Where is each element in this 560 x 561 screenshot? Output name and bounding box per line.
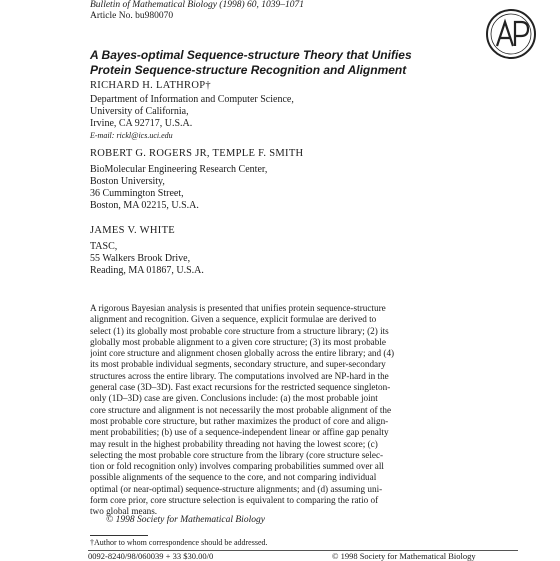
author-email: E-mail: rickl@ics.uci.edu [90,131,173,140]
abstract-line: two global means. [90,506,158,517]
author-affiliation [90,94,294,142]
affiliation-line: BioMolecular Engineering Research Center, [90,164,268,175]
copyright-notice: © 1998 Society for Mathematical Biology [106,515,265,525]
abstract-line: form core prior, core structure selection is equivalent to comparing the ratio of [90,495,379,506]
abstract-line: possible alignments of the sequence to the core, and not comparing individual [90,472,377,483]
issn-code: 0092-8240/98/060039 + 33 $30.00/0 [88,551,214,561]
abstract-line: most probable core structure, but rather maximizes the product of core and align- [90,415,389,426]
affiliation-line: 36 Cummington Street, [90,188,184,199]
author-name: JAMES V. WHITE [90,225,176,236]
affiliation-line: University of California, [90,106,189,117]
abstract-line: only (1D–3D) case are given. Conclusions include: (a) the most probable joint [90,393,378,404]
abstract-line: core structure and alignment is not necessarily the most probable alignment of the [90,404,392,415]
journal-citation: Bulletin of Mathematical Biology (1998) 60, 1039–1071 [90,0,304,10]
abstract-line: its most probable individual segments, secondary structure, and super-secondary [90,359,386,370]
affiliation-line: Boston University, [90,176,165,187]
affiliation-line: Irvine, CA 92717, U.S.A. [90,118,193,129]
author-affiliation [90,241,204,277]
abstract-line: globally most probable alignment to a given core structure; (3) its most probable [90,336,386,347]
abstract-line: joint core structure and alignment chosen globally across the entire library; and (4) [90,348,395,359]
abstract-line: tion or fold recognition only) involves comparing probabilities summed over all [90,461,384,472]
author-name: RICHARD H. LATHROP† [90,80,211,91]
abstract-line: may result in the highest probability threading not having the lowest score; (c) [90,438,378,449]
author-name: ROBERT G. ROGERS JR, TEMPLE F. SMITH [90,148,304,159]
abstract-line: select (1) its globally most probable core structure from a structure library; (2) its [90,325,389,336]
title-line-1: A Bayes-optimal Sequence-structure Theory that Unifies [90,48,412,62]
abstract [90,303,518,518]
paper-title [90,48,520,78]
abstract-line: ment probabilities; (b) use of a sequence-independent linear or affine gap penalty [90,427,389,438]
affiliation-line: TASC, [90,241,118,252]
abstract-line: selecting the most probable core structure from the library (core structure selec- [90,449,384,460]
abstract-line: alignment and recognition. Given a sequence, explicit formulae are derived to [90,314,377,325]
abstract-line: A rigorous Bayesian analysis is presented that unifies protein sequence-structure [90,303,386,313]
footnote: †Author to whom correspondence should be addressed. [90,538,268,547]
affiliation-line: Boston, MA 02215, U.S.A. [90,200,199,211]
abstract-line: optimal (or near-optimal) sequence-structure alignments; and (d) assuming uni- [90,483,383,494]
abstract-line: structures across the entire library. The computations involved are NP-hard in the [90,370,389,381]
title-line-2: Protein Sequence-structure Recognition and Alignment [90,63,407,77]
affiliation-line: Reading, MA 01867, U.S.A. [90,265,204,276]
footnote-rule [90,535,148,536]
author-affiliation [90,164,267,212]
article-number: Article No. bu980070 [90,11,174,21]
affiliation-line: 55 Walkers Brook Drive, [90,253,191,264]
affiliation-line: Department of Information and Computer Science, [90,94,294,105]
abstract-line: general case (3D–3D). Fast exact recursions for the restricted sequence singleton- [90,382,391,393]
bottom-copyright: © 1998 Society for Mathematical Biology [332,551,476,561]
